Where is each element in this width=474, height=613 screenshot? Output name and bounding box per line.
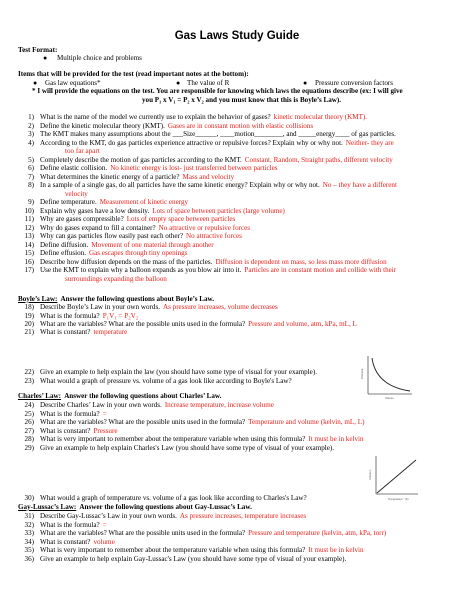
answer-text: velocity xyxy=(65,190,88,198)
question-item xyxy=(18,555,349,563)
answer-text: too far apart xyxy=(65,147,100,155)
question-item xyxy=(18,401,274,409)
question-number: 1) xyxy=(28,113,34,121)
answer-text: Lots of empty space between particles xyxy=(126,215,236,223)
question-number: 24) xyxy=(24,401,34,409)
question-number: 3) xyxy=(28,130,34,138)
question-item xyxy=(18,546,364,554)
answer-text: No attractive or repulsive forces xyxy=(158,224,251,232)
question-number: 15) xyxy=(24,249,34,257)
gaylussac-intro: Answer the following questions about Gay-Lussac’s Law. xyxy=(79,503,252,511)
question-number: 22) xyxy=(24,368,34,376)
answer-text: Temperature and volume (kelvin, mL, L) xyxy=(248,418,365,426)
question-text: Define the kinetic molecular theory (KMT). xyxy=(40,122,165,130)
provided-item: Pressure conversion factors xyxy=(315,79,394,87)
question-item xyxy=(18,207,285,215)
question-item xyxy=(18,139,394,147)
question-text: What is very important to remember about the temperature variable when using this formula? xyxy=(40,435,306,443)
question-number: 11) xyxy=(24,215,34,223)
question-text: What would a graph of temperature vs. volume of a gas look like according to Charles's Law? xyxy=(40,494,307,502)
question-number: 9) xyxy=(28,198,34,206)
answer-text: Diffusion is dependent on mass, so less mass more diffusion xyxy=(215,258,387,266)
question-item xyxy=(18,512,306,520)
question-item xyxy=(18,328,127,336)
question-item xyxy=(18,156,393,164)
pressure-volume-curve xyxy=(372,358,410,391)
charles-heading: Charles’ Law: xyxy=(18,392,62,400)
question-text: Explain why gases have a low density. xyxy=(40,207,150,215)
volume-temperature-line xyxy=(377,460,416,493)
charles-intro: Answer the following questions about Charles’ Law. xyxy=(64,392,222,400)
question-text: In a sample of a single gas, do all particles have the same kinetic energy? Explain why or why not. xyxy=(40,181,320,189)
question-number: 33) xyxy=(24,529,34,537)
question-item xyxy=(18,232,242,240)
question-item xyxy=(18,538,115,546)
question-item xyxy=(18,215,235,223)
answer-text: No – they have a different xyxy=(322,181,397,189)
question-item xyxy=(18,198,188,206)
charles-section-heading xyxy=(18,392,221,400)
question-text: Describe how diffusion depends on the mass of the particles. xyxy=(40,258,213,266)
question-text: Describe Gay-Lussac’s Law in your own words. xyxy=(40,512,177,520)
question-text: What would a graph of pressure vs. volume of a gas look like according to Boyle's Law? xyxy=(40,377,292,385)
question-item xyxy=(18,181,397,189)
question-text: What is constant? xyxy=(40,427,91,435)
answer-text: Neither- they are xyxy=(345,139,394,147)
question-number: 10) xyxy=(24,207,34,215)
bullet-icon: ● xyxy=(176,79,181,87)
question-number: 32) xyxy=(24,521,34,529)
question-item xyxy=(40,190,88,198)
question-item xyxy=(18,312,138,320)
answer-text: No attractive forces xyxy=(186,232,242,240)
graph-y-label: Pressure xyxy=(361,368,364,379)
question-number: 35) xyxy=(24,546,34,554)
question-text: What are the variables? What are the possible units used in the formula? xyxy=(40,418,246,426)
question-item xyxy=(18,435,364,443)
answer-text: Pressure and temperature (kelvin, atm, kPa, torr) xyxy=(248,529,387,537)
question-text: Define elastic collision. xyxy=(40,164,108,172)
question-number: 17) xyxy=(24,266,34,274)
test-format-item: Multiple choice and problems xyxy=(57,54,142,62)
question-item xyxy=(18,113,367,121)
provided-item: The value of R xyxy=(187,79,230,87)
answer-text: = xyxy=(102,521,107,529)
question-item xyxy=(18,444,337,452)
question-item xyxy=(18,241,214,249)
question-number: 21) xyxy=(24,328,34,336)
question-text: Give an example to help explain Charles's Law (you should have some type of visual of your example). xyxy=(40,444,335,452)
question-text: According to the KMT, do gas particles experience attractive or repulsive forces? Explain why or why not. xyxy=(40,139,343,147)
answer-text: Gases are in constant motion with elastic collisions xyxy=(167,122,314,130)
bullet-icon: ● xyxy=(43,54,48,62)
bullet-icon: ● xyxy=(33,79,38,87)
question-item xyxy=(40,147,100,155)
question-number: 16) xyxy=(24,258,34,266)
answer-text: As pressure increases, volume decreases xyxy=(162,303,278,311)
question-number: 30) xyxy=(24,494,34,502)
question-number: 36) xyxy=(24,555,34,563)
answer-text: P₁V₁ = P₂V₂ xyxy=(102,312,139,320)
answer-text: surroundings expanding the balloon xyxy=(65,275,167,283)
bullet-icon: ● xyxy=(303,79,308,87)
question-item xyxy=(40,275,167,283)
question-item xyxy=(18,418,364,426)
graph-x-label: Temperature ° (K) xyxy=(388,498,409,501)
question-item xyxy=(18,130,399,138)
question-item xyxy=(18,377,295,385)
answer-text: Constant, Random, Straight paths, different velocity xyxy=(244,156,393,164)
gaylussac-heading: Gay-Lussac’s Law: xyxy=(18,503,77,511)
graph-y-label: Volume L xyxy=(369,469,372,480)
answer-text: It must be in kelvin xyxy=(308,546,364,554)
question-text: Give an example to help explain Gay-Lussac's Law (you should have some type of visual of your example). xyxy=(40,555,347,563)
question-item xyxy=(18,494,310,502)
question-number: 14) xyxy=(24,241,34,249)
boyle-intro: Answer the following questions about Boyle’s Law. xyxy=(60,295,215,303)
question-item xyxy=(18,427,117,435)
question-text: What is the formula? xyxy=(40,521,100,529)
question-item xyxy=(18,224,250,232)
question-text: Why can gas particles flow easily past each other? xyxy=(40,232,183,240)
question-item xyxy=(18,258,387,266)
question-item xyxy=(18,410,107,418)
question-text: What is constant? xyxy=(40,328,91,336)
question-text: Define effusion. xyxy=(40,249,86,257)
answer-text: Gas escapes through tiny openings xyxy=(88,249,188,257)
question-text: What is very important to remember about the temperature variable when using this formula? xyxy=(40,546,306,554)
question-item xyxy=(18,303,278,311)
question-text: What determines the kinetic energy of a particle? xyxy=(40,173,180,181)
question-text: Why are gases compressible? xyxy=(40,215,124,223)
question-text: What is the name of the model we currently use to explain the behavior of gases? xyxy=(40,113,271,121)
question-text: What are the variables? What are the possible units used in the formula? xyxy=(40,320,246,328)
question-number: 2) xyxy=(28,122,34,130)
question-number: 29) xyxy=(24,444,34,452)
question-text: Describe Boyle’s Law in your own words. xyxy=(40,303,160,311)
answer-text: Increase temperature, increase volume xyxy=(164,401,274,409)
answer-text: Movement of one material through another xyxy=(91,241,214,249)
question-item xyxy=(18,320,357,328)
answer-text: temperature xyxy=(93,328,128,336)
answer-text: Measurement of kinetic energy xyxy=(99,198,189,206)
page-title: Gas Laws Study Guide xyxy=(174,30,300,42)
question-number: 4) xyxy=(28,139,34,147)
question-number: 34) xyxy=(24,538,34,546)
question-number: 8) xyxy=(28,181,34,189)
answer-text: No kinetic energy is lost- just transferred between particles xyxy=(110,164,278,172)
answer-text: volume xyxy=(93,538,115,546)
answer-text: kinetic molecular theory (KMT). xyxy=(273,113,368,121)
question-text: What is the formula? xyxy=(40,312,100,320)
answer-text: Particles are in constant motion and collide with their xyxy=(244,266,397,274)
question-text: Completely describe the motion of gas particles according to the KMT. xyxy=(40,156,242,164)
note-line: * I will provide the equations on the test. You are responsible for knowing which laws the equations describe (ex: I will give xyxy=(32,87,403,95)
boyle-heading: Boyle’s Law: xyxy=(18,295,58,303)
question-number: 5) xyxy=(28,156,34,164)
graph-x-label: Volume xyxy=(385,397,394,400)
question-number: 12) xyxy=(24,224,34,232)
question-text: Give an example to help explain the law (you should have some type of visual for your example). xyxy=(40,368,317,376)
question-number: 28) xyxy=(24,435,34,443)
boyle-section-heading xyxy=(18,295,214,303)
answer-text: Pressure xyxy=(93,427,118,435)
question-number: 26) xyxy=(24,418,34,426)
question-text: Why do gases expand to fill a container? xyxy=(40,224,156,232)
question-item xyxy=(18,521,107,529)
charles-graph xyxy=(368,454,420,502)
gaylussac-section-heading xyxy=(18,503,252,511)
boyle-graph xyxy=(360,354,414,400)
question-item xyxy=(18,122,313,130)
answer-text: As pressure increases, temperature increases xyxy=(179,512,307,520)
answer-text: Mass and velocity xyxy=(182,173,235,181)
answer-text: = xyxy=(102,410,107,418)
question-item xyxy=(18,249,187,257)
question-number: 25) xyxy=(24,410,34,418)
question-text: What is constant? xyxy=(40,538,91,546)
question-text: Describe Charles’ Law in your own words. xyxy=(40,401,162,409)
question-number: 18) xyxy=(24,303,34,311)
question-number: 20) xyxy=(24,320,34,328)
test-format-heading: Test Format: xyxy=(18,46,58,54)
question-number: 6) xyxy=(28,164,34,172)
question-text: Define diffusion. xyxy=(40,241,89,249)
note-line: you P₁ x V₁ = P₂ x V₂ and you must know that this is Boyle’s Law). xyxy=(142,96,342,104)
question-number: 19) xyxy=(24,312,34,320)
provided-items-heading: Items that will be provided for the test (read important notes at the bottom): xyxy=(18,70,249,78)
question-number: 23) xyxy=(24,377,34,385)
question-text: Define temperature. xyxy=(40,198,97,206)
question-text: Use the KMT to explain why a balloon expands as you blow air into it. xyxy=(40,266,242,274)
question-item xyxy=(18,368,320,376)
question-item xyxy=(18,529,386,537)
question-text: The KMT makes many assumptions about the ___Size______, ____motion________, and _____energy____ of gas particles. xyxy=(40,130,396,138)
question-number: 27) xyxy=(24,427,34,435)
question-item xyxy=(18,164,278,172)
provided-item: Gas law equations* xyxy=(45,79,101,87)
question-item xyxy=(18,173,234,181)
question-number: 31) xyxy=(24,512,34,520)
answer-text: Pressure and volume, atm, kPa, mL, L xyxy=(248,320,357,328)
answer-text: It must be in kelvin xyxy=(308,435,364,443)
question-item xyxy=(18,266,396,274)
question-text: What is the formula? xyxy=(40,410,100,418)
question-text: What are the variables? What are the possible units used in the formula? xyxy=(40,529,246,537)
answer-text: Lots of space between particles (large volume) xyxy=(152,207,285,215)
question-number: 7) xyxy=(28,173,34,181)
question-number: 13) xyxy=(24,232,34,240)
